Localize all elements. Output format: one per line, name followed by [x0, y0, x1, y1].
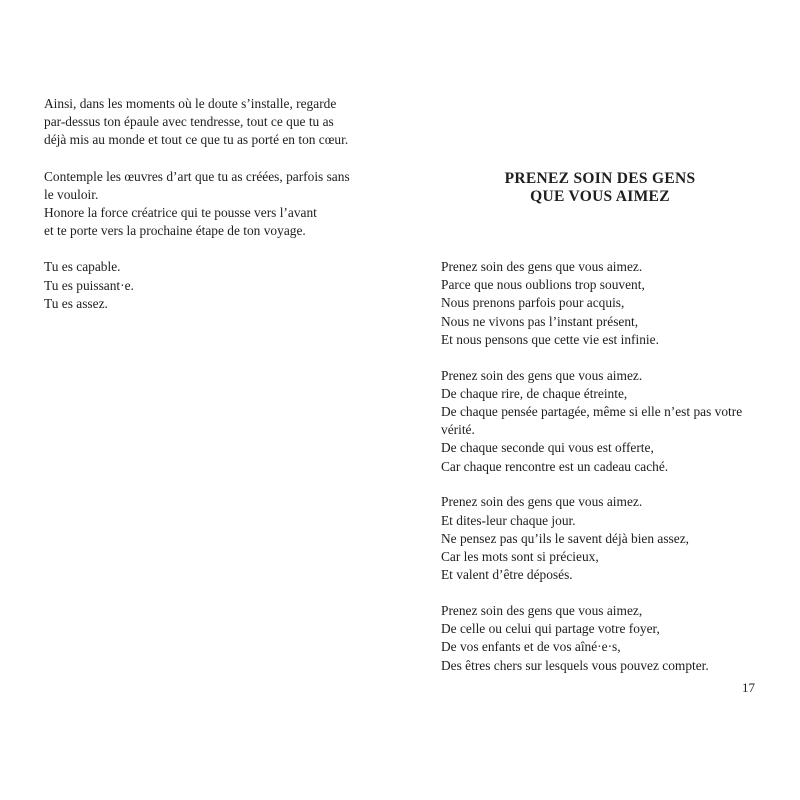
left-stanza-2 — [44, 168, 358, 241]
text-line: Honore la force créatrice qui te pousse vers l’avant — [44, 205, 317, 221]
poem-line: Parce que nous oublions trop souvent, — [441, 277, 645, 293]
poem-line: De chaque seconde qui vous est offerte, — [441, 440, 654, 456]
poem-line: Et dites-leur chaque jour. — [441, 512, 576, 528]
left-stanza-1 — [44, 95, 358, 150]
poem-line: Des êtres chers sur lesquels vous pouvez compter. — [441, 657, 709, 673]
poem-stanza-4 — [441, 602, 771, 675]
poem-line: Prenez soin des gens que vous aimez. — [441, 259, 643, 274]
text-line: Contemple les œuvres d’art que tu as créées, parfois sans — [44, 168, 350, 184]
poem-stanza-3 — [441, 493, 771, 584]
text-line: par-dessus ton épaule avec tendresse, tout ce que tu as — [44, 114, 334, 130]
text-line: Tu es assez. — [44, 295, 108, 311]
poem-title-line: PRENEZ SOIN DES GENS — [504, 170, 696, 187]
poem-line: Prenez soin des gens que vous aimez, — [441, 603, 643, 619]
poem-line: Car chaque rencontre est un cadeau caché. — [441, 458, 669, 474]
text-line: déjà mis au monde et tout ce que tu as porté en ton cœur. — [44, 132, 349, 148]
poem-line: Prenez soin des gens que vous aimez. — [441, 494, 643, 510]
poem-line: Prenez soin des gens que vous aimez. — [441, 367, 643, 383]
poem-line: Car les mots sont si précieux, — [441, 549, 599, 565]
poem-line: De vos enfants et de vos aîné·e·s, — [441, 639, 621, 655]
poem-line: De chaque pensée partagée, même si elle n’est pas votre — [441, 404, 743, 420]
text-line: Tu es capable. — [44, 259, 121, 275]
poem-line: Et valent d’être déposés. — [441, 567, 573, 583]
poem-body — [441, 258, 771, 692]
poem-line: Nous prenons parfois pour acquis, — [441, 295, 625, 311]
left-page-text — [44, 95, 358, 331]
poem-line: Nous ne vivons pas l’instant présent, — [441, 313, 639, 329]
poem-title-line: QUE VOUS AIMEZ — [530, 188, 670, 205]
text-line: Ainsi, dans les moments où le doute s’installe, regarde — [44, 96, 337, 111]
poem-line: Ne pensez pas qu’ils le savent déjà bien assez, — [441, 530, 690, 546]
text-line: et te porte vers la prochaine étape de ton voyage. — [44, 223, 306, 239]
poem-line: vérité. — [441, 422, 475, 438]
page-number: 17 — [742, 680, 755, 695]
poem-line: Et nous pensons que cette vie est infinie. — [441, 331, 659, 347]
text-line: Tu es puissant·e. — [44, 277, 134, 293]
text-line: le vouloir. — [44, 186, 99, 202]
poem-line: De chaque rire, de chaque étreinte, — [441, 385, 628, 401]
poem-stanza-1 — [441, 258, 771, 349]
poem-title — [400, 170, 800, 206]
left-stanza-3 — [44, 258, 358, 313]
poem-stanza-2 — [441, 367, 771, 476]
poem-line: De celle ou celui qui partage votre foyer, — [441, 621, 660, 637]
